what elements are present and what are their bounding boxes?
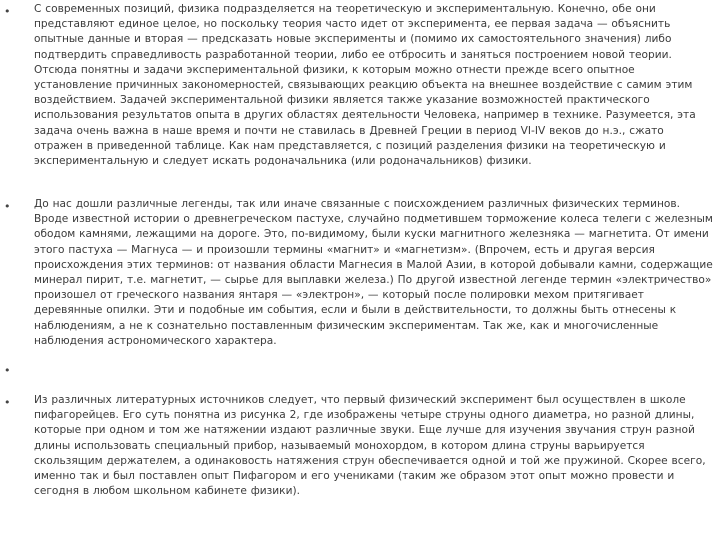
paragraph-pythagoreans: Из различных литературных источников следует, что первый физический эксперимент был осуществлен в школе пифагорейцев. Его суть понятна из рисунка 2, где изображены четыре струны одного диаметра, но разной длины, которые при одном и том же натяжении издают различные звуки. Еще лучше для изучения звучания струн разной длины использовать специальный прибор, называемый монохордом, в котором длина струны варьируется скользящим держателем, а одинаковость натяжения струн обеспечивается одной и той же пружиной. Скорее всего, именно так и был поставлен опыт Пифагором и его учениками (таким же образом этот опыт можно провести и сегодня в любом школьном кабинете физики).: [34, 394, 706, 498]
bullet-marker: •: [4, 200, 11, 213]
bullet-marker: •: [4, 364, 11, 377]
bullet-marker: •: [4, 396, 11, 409]
paragraph-legends: До нас дошли различные легенды, так или иначе связанные с поисхождением различных физических терминов. Вроде известной истории о древнегреческом пастухе, случайно подметившем торможение колеса телеги с железным ободом камнями, лежащими на дороге. Это, по-видимому, были куски магнитного железняка — магнетита. От имени этого пастуха — Магнуса — и произошли термины «магнит» и «магнетизм». (Впрочем, есть и другая версия происхождения этих терминов: от названия области Магнесия в Малой Азии, в которой добывали камни, содержащие минерал пирит, т.е. магнетит, — сырье для выплавки железа.) По другой известной легенде термин «электричество» произошел от греческого названия янтаря — «электрон», — который после полировки мехом притягивает деревянные опилки. Эти и подобные им события, если и были в действительности, то должны быть отнесены к наблюдениям, а не к сознательно поставленным физическим экспериментам. Так же, как и многочисленные наблюдения астрономического характера.: [34, 198, 713, 347]
bullet-marker: •: [4, 5, 11, 18]
paragraph-physics-division: С современных позиций, физика подразделяется на теоретическую и экспериментальную. Конечно, обе они представляют единое целое, но поскольку теория часто идет от эксперимента, ее первая задача — объяснить опытные данные и вторая — предсказать новые эксперименты и (помимо их самостоятельного значения) либо подтвердить справедливость разработанной теории, либо ее отбросить и заняться построением новой теории. Отсюда понятны и задачи экспериментальной физики, к которым можно отнести прежде всего опытное установление причинных закономерностей, связывающих реакцию объекта на внешнее воздействие с самим этим воздействием. Задачей экспериментальной физики является также указание возможностей практического использования результатов опыта в других областях деятельности Человека, например в технике. Разумеется, эта задача очень важна в наше время и почти не ставилась в Древней Греции в период VI-IV веков до н.э., сжато отражен в приведенной таблице. Как нам представляется, с позиций разделения физики на теоретическую и экспериментальную и следует искать родоначальника (или родоначальников) физики.: [34, 3, 696, 168]
